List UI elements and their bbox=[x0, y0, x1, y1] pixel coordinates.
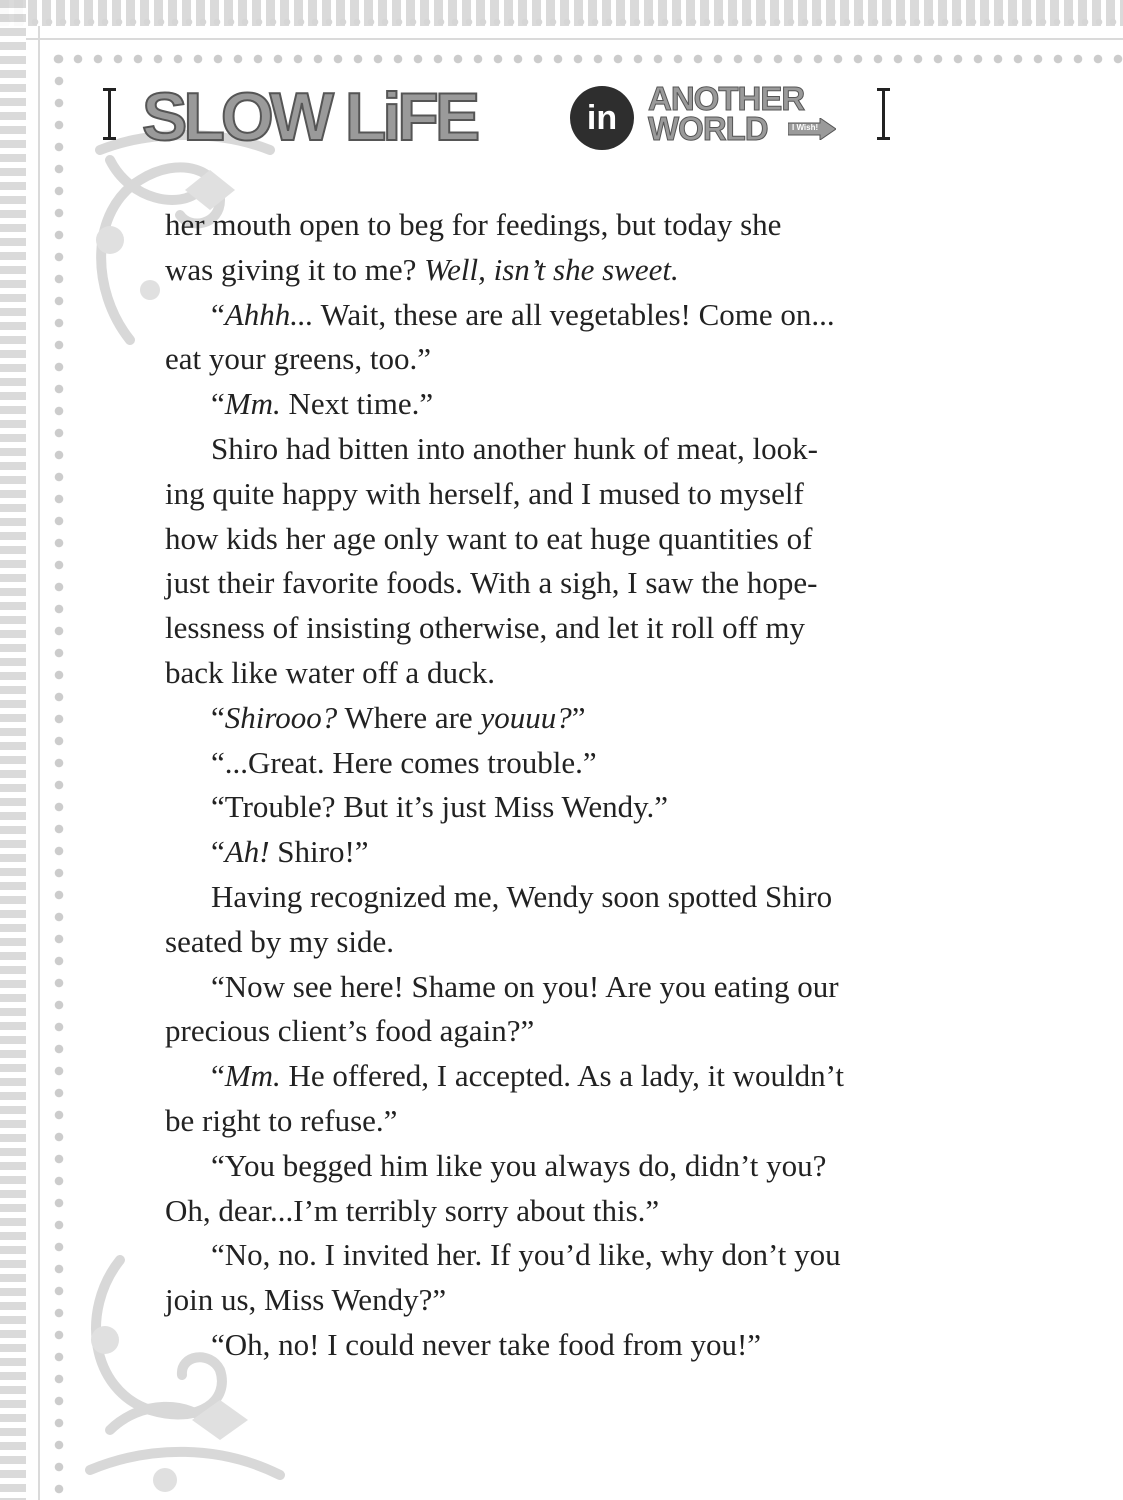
text-line bbox=[165, 1189, 965, 1234]
italic-run: Ahhh... bbox=[224, 296, 314, 332]
text-run: “Now see here! Shame on you! Are you eating our bbox=[211, 968, 839, 1004]
text-line bbox=[165, 293, 965, 338]
text-line bbox=[165, 427, 965, 472]
text-run: “ bbox=[211, 834, 225, 870]
book-header bbox=[100, 79, 900, 155]
italic-run: Shirooo? bbox=[224, 699, 338, 735]
text-run: how kids her age only want to eat huge quantities of bbox=[165, 520, 813, 556]
text-run: “Oh, no! I could never take food from you!” bbox=[211, 1326, 762, 1362]
text-line bbox=[165, 696, 965, 741]
text-run: ing quite happy with herself, and I mused to myself bbox=[165, 475, 804, 511]
text-run: “Trouble? But it’s just Miss Wendy.” bbox=[211, 789, 669, 825]
text-run: “You begged him like you always do, didn’t you? bbox=[211, 1147, 827, 1183]
text-run: Shiro had bitten into another hunk of meat, look- bbox=[211, 430, 818, 466]
text-run: be right to refuse.” bbox=[165, 1102, 398, 1138]
text-line bbox=[165, 830, 965, 875]
italic-run: Mm. bbox=[224, 1058, 281, 1094]
diamond-border-top bbox=[48, 48, 1123, 70]
text-run: “ bbox=[211, 296, 225, 332]
text-run: lessness of insisting otherwise, and let it roll off my bbox=[165, 610, 806, 646]
text-line bbox=[165, 920, 965, 965]
text-run: Where are bbox=[337, 699, 481, 735]
text-line bbox=[165, 1009, 965, 1054]
text-run: was giving it to me? bbox=[165, 251, 425, 287]
text-run: seated by my side. bbox=[165, 923, 395, 959]
text-line bbox=[165, 337, 965, 382]
text-run: ” bbox=[571, 699, 586, 735]
logo-world: WORLD bbox=[648, 110, 768, 147]
text-line bbox=[165, 1054, 965, 1099]
text-line bbox=[165, 472, 965, 517]
text-line bbox=[165, 517, 965, 562]
text-line bbox=[165, 1233, 965, 1278]
frame-line-left bbox=[38, 26, 40, 1500]
text-line bbox=[165, 785, 965, 830]
text-line bbox=[165, 248, 965, 293]
text-line bbox=[165, 1099, 965, 1144]
italic-run: Well, isn’t she sweet. bbox=[424, 251, 679, 287]
text-run: Wait, these are all vegetables! Come on... bbox=[313, 296, 835, 332]
text-line bbox=[165, 382, 965, 427]
text-run: join us, Miss Wendy?” bbox=[165, 1282, 447, 1318]
text-run: “No, no. I invited her. If you’d like, why don’t you bbox=[211, 1237, 841, 1273]
lace-border-top bbox=[0, 0, 1123, 26]
logo-in-badge: in bbox=[570, 86, 634, 150]
italic-run: Ah! bbox=[224, 834, 270, 870]
text-run: Next time.” bbox=[280, 386, 434, 422]
text-run: “...Great. Here comes trouble.” bbox=[211, 744, 597, 780]
header-bracket-left bbox=[108, 88, 121, 140]
page-body-text bbox=[165, 203, 965, 1368]
header-bracket-right bbox=[882, 88, 895, 140]
diamond-border-left bbox=[48, 48, 70, 1500]
text-line bbox=[165, 875, 965, 920]
italic-run: Mm. bbox=[224, 386, 281, 422]
text-line bbox=[165, 741, 965, 786]
text-run: back like water off a duck. bbox=[165, 654, 495, 690]
text-line bbox=[165, 203, 965, 248]
text-run: Oh, dear...I’m terribly sorry about this.” bbox=[165, 1192, 660, 1228]
logo-another-world bbox=[648, 80, 805, 147]
lace-border-left bbox=[0, 0, 26, 1500]
text-run: “ bbox=[211, 1058, 225, 1094]
text-line bbox=[165, 1144, 965, 1189]
logo-wish-tag: I Wish! bbox=[792, 123, 819, 132]
text-run: “ bbox=[211, 386, 225, 422]
text-line bbox=[165, 561, 965, 606]
logo-slow-life: SLOW LiFE bbox=[142, 79, 477, 155]
italic-run: youuu? bbox=[480, 699, 572, 735]
text-line bbox=[165, 1323, 965, 1368]
text-run: He offered, I accepted. As a lady, it wouldn’t bbox=[280, 1058, 845, 1094]
logo-another: ANOTHER bbox=[648, 80, 805, 117]
text-run: “ bbox=[211, 699, 225, 735]
text-run: eat your greens, too.” bbox=[165, 341, 431, 377]
text-line bbox=[165, 1278, 965, 1323]
text-line bbox=[165, 651, 965, 696]
text-line bbox=[165, 965, 965, 1010]
frame-line-top bbox=[26, 38, 1123, 40]
text-run: precious client’s food again?” bbox=[165, 1013, 535, 1049]
text-run: Having recognized me, Wendy soon spotted Shiro bbox=[211, 878, 833, 914]
text-run: Shiro!” bbox=[269, 834, 369, 870]
text-run: just their favorite foods. With a sigh, I saw the hope- bbox=[165, 565, 818, 601]
text-run: her mouth open to beg for feedings, but today she bbox=[165, 207, 782, 242]
text-line bbox=[165, 606, 965, 651]
